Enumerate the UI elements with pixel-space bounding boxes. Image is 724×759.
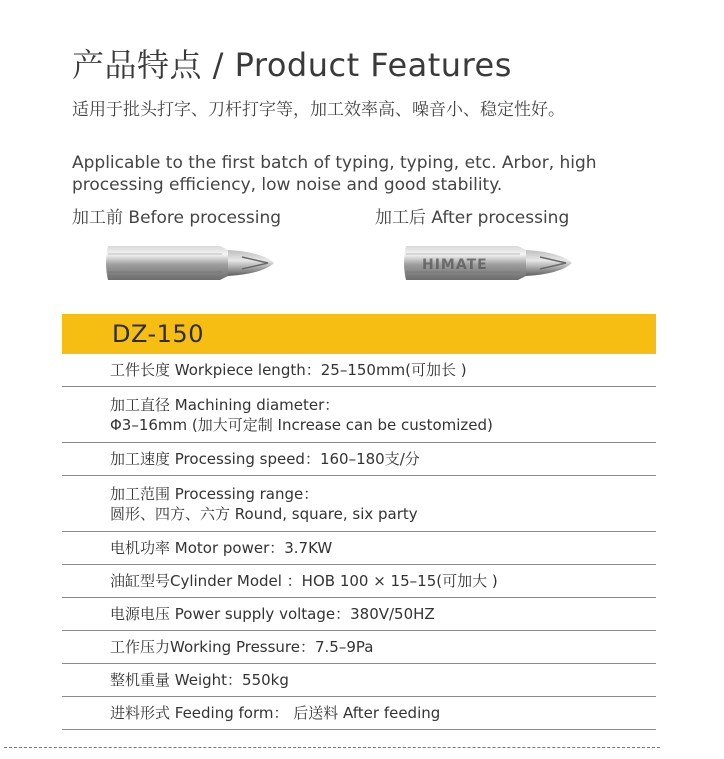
bit-after-image xyxy=(400,236,580,290)
spec-line: 油缸型号Cylinder Model ：HOB 100 × 15–15(可加大 ) xyxy=(110,572,498,590)
spec-line: 进料形式 Feeding form： 后送料 After feeding xyxy=(110,704,441,722)
dashed-divider xyxy=(4,747,660,748)
spec-line: 加工直径 Machining diameter： xyxy=(110,395,340,414)
spec-row xyxy=(62,354,656,387)
spec-table xyxy=(62,354,656,730)
spec-row xyxy=(62,532,656,565)
description-chinese: 适用于批头打字、刀杆打字等，加工效率高、噪音小、稳定性好。 xyxy=(72,100,565,120)
before-processing-label: 加工前 Before processing xyxy=(72,208,282,228)
spec-row xyxy=(62,476,656,532)
spec-row xyxy=(62,631,656,664)
spec-line: 加工范围 Processing range： xyxy=(110,484,319,503)
spec-row xyxy=(62,664,656,697)
after-processing-label: 加工后 After processing xyxy=(375,208,570,228)
bit-marking: HIMATE xyxy=(422,257,488,273)
spec-line: Φ3–16mm (加大可定制 Increase can be customized) xyxy=(110,415,493,434)
spec-row xyxy=(62,565,656,598)
spec-line: 整机重量 Weight：550kg xyxy=(110,671,289,689)
spec-line: 工作压力Working Pressure：7.5–9Pa xyxy=(110,638,374,656)
spec-line: 电机功率 Motor power：3.7KW xyxy=(110,539,333,557)
spec-row xyxy=(62,697,656,730)
spec-line: 电源电压 Power supply voltage：380V/50HZ xyxy=(110,605,435,623)
model-bar xyxy=(62,314,656,354)
bit-before-image xyxy=(102,236,282,290)
spec-line: 加工速度 Processing speed：160–180支/分 xyxy=(110,450,420,468)
model-name: DZ-150 xyxy=(112,320,204,348)
spec-row xyxy=(62,443,656,476)
spec-line: 工件长度 Workpiece length：25–150mm(可加长 ) xyxy=(110,361,467,379)
spec-line: 圆形、四方、六方 Round, square, six party xyxy=(110,504,418,523)
spec-row xyxy=(62,598,656,631)
spec-row xyxy=(62,387,656,443)
description-english: Applicable to the first batch of typing, typing, etc. Arbor, high processing efficiency, low noise and good stability. xyxy=(72,153,597,195)
page-title: 产品特点 / Product Features xyxy=(72,46,512,84)
